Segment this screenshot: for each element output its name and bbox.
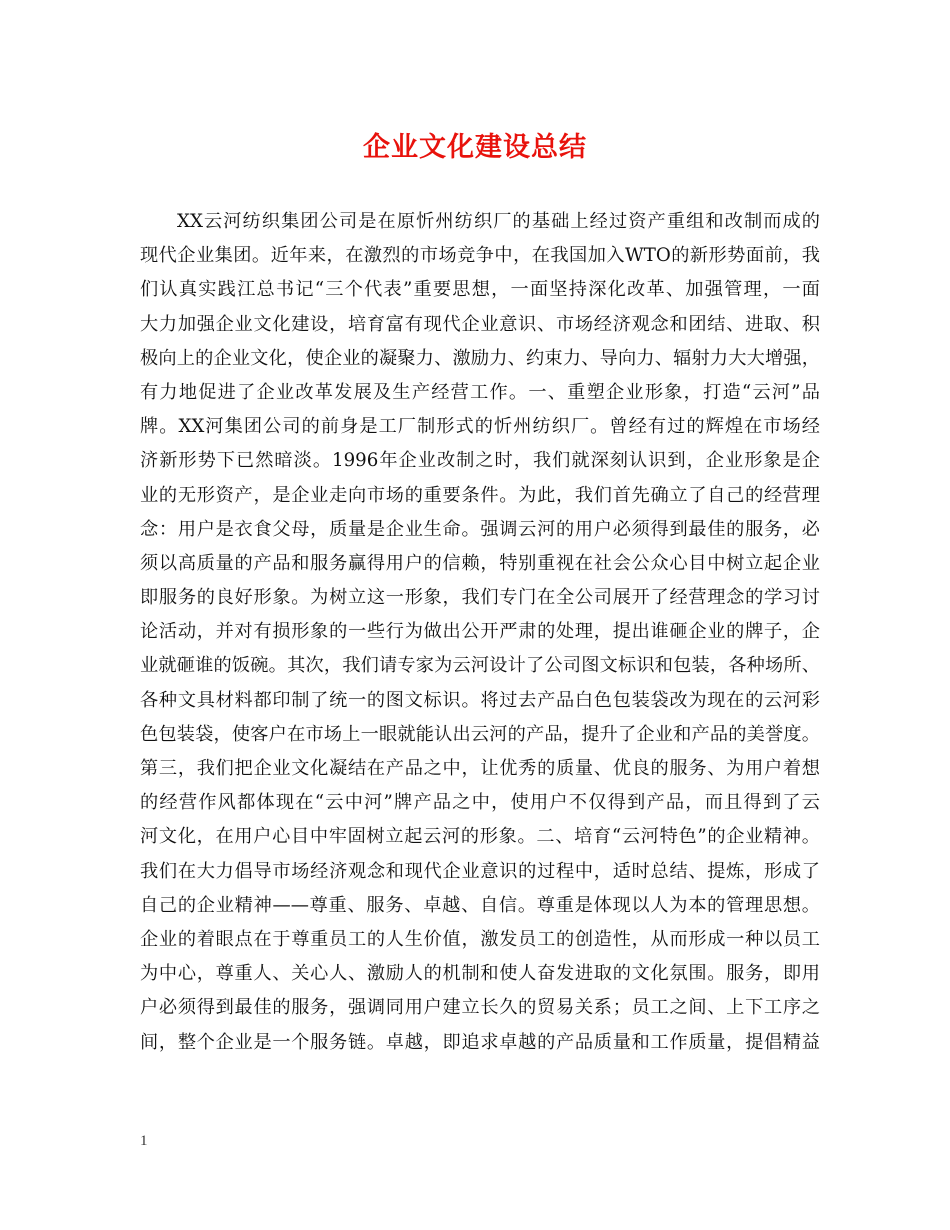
text-line: 大力加强企业文化建设，培育富有现代企业意识、市场经济观念和团结、进取、积 [140,313,820,335]
text-line: 牌。XX河集团公司的前身是工厂制形式的忻州纺织厂。曾经有过的辉煌在市场经 [140,416,820,438]
text-line: XX云河纺织集团公司是在原忻州纺织厂的基础上经过资产重组和改制而成的 [177,211,820,232]
page-title: 企业文化建设总结 [363,132,587,163]
text-line: 户必须得到最佳的服务，强调同用户建立长久的贸易关系；员工之间、上下工序之 [140,997,820,1019]
text-line: 第三，我们把企业文化凝结在产品之中，让优秀的质量、优良的服务、为用户着想 [140,758,820,779]
text-line: 色包装袋，使客户在市场上一眼就能认出云河的产品，提升了企业和产品的美誉度。 [140,723,820,745]
text-line: 济新形势下已然暗淡。1996年企业改制之时，我们就深刻认识到，企业形象是企 [140,450,820,472]
text-line: 的经营作风都体现在“云中河”牌产品之中，使用户不仅得到产品，而且得到了云 [140,792,820,814]
body-paragraph [140,205,820,1060]
text-line: 们认真实践江总书记“三个代表”重要思想，一面坚持深化改革、加强管理，一面 [140,279,820,301]
text-line: 现代企业集团。近年来，在激烈的市场竞争中，在我国加入WTO的新形势面前，我 [140,245,820,267]
text-line: 念：用户是衣食父母，质量是企业生命。强调云河的用户必须得到最佳的服务，必 [140,518,820,540]
text-line: 须以高质量的产品和服务赢得用户的信赖，特别重视在社会公众心目中树立起企业 [140,552,820,574]
text-line: 自己的企业精神——尊重、服务、卓越、自信。尊重是体现以人为本的管理思想。 [140,894,820,916]
text-line: 间，整个企业是一个服务链。卓越，即追求卓越的产品质量和工作质量，提倡精益 [140,1031,820,1053]
text-line: 为中心，尊重人、关心人、激励人的机制和使人奋发进取的文化氛围。服务，即用 [140,963,820,985]
text-line: 业的无形资产，是企业走向市场的重要条件。为此，我们首先确立了自己的经营理 [140,484,820,506]
text-line: 我们在大力倡导市场经济观念和现代企业意识的过程中，适时总结、提炼，形成了 [140,860,820,882]
text-line: 业就砸谁的饭碗。其次，我们请专家为云河设计了公司图文标识和包装，各种场所、 [140,655,820,677]
text-line: 有力地促进了企业改革发展及生产经营工作。一、重塑企业形象，打造“云河”品 [140,381,820,403]
text-line: 论活动，并对有损形象的一些行为做出公开严肃的处理，提出谁砸企业的牌子，企 [140,621,820,643]
text-line: 极向上的企业文化，使企业的凝聚力、激励力、约束力、导向力、辐射力大大增强， [140,347,820,369]
text-line: 即服务的良好形象。为树立这一形象，我们专门在全公司展开了经营理念的学习讨 [140,587,820,609]
page-number: 1 [140,1133,148,1149]
text-line: 企业的着眼点在于尊重员工的人生价值，激发员工的创造性，从而形成一种以员工 [140,928,820,950]
text-line: 各种文具材料都印制了统一的图文标识。将过去产品白色包装袋改为现在的云河彩 [140,689,820,711]
text-line: 河文化，在用户心目中牢固树立起云河的形象。二、培育“云河特色”的企业精神。 [140,826,820,848]
